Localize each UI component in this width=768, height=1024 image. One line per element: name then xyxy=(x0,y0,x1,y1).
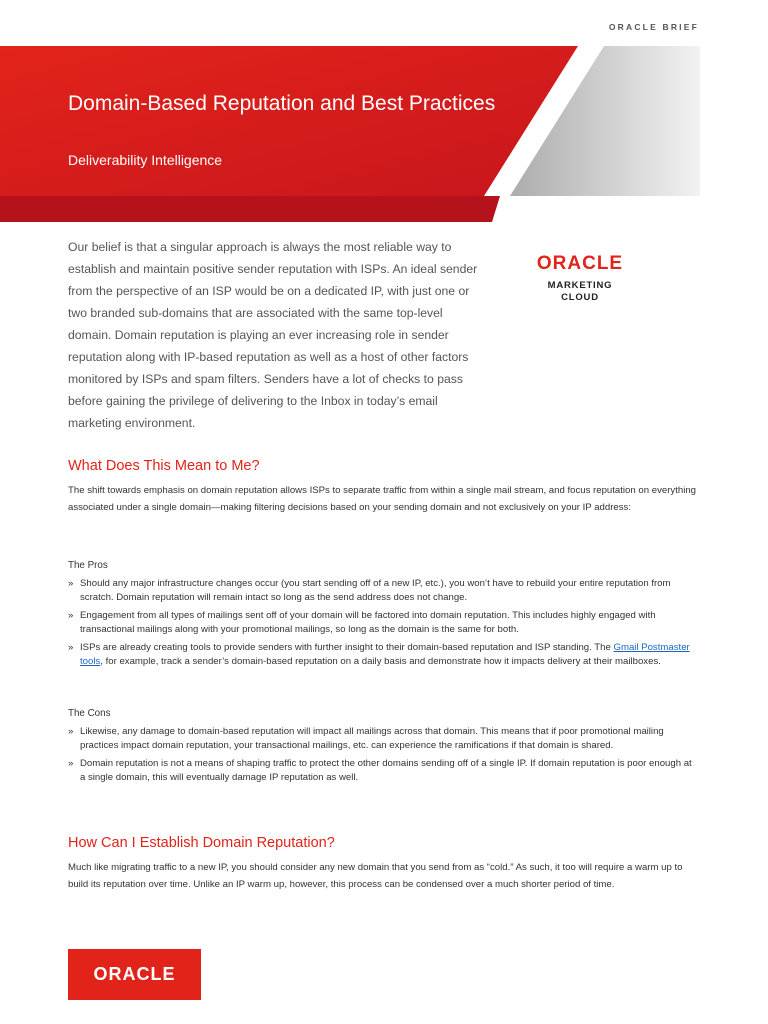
banner-red-panel xyxy=(0,46,578,196)
bullet-mark: » xyxy=(68,726,74,737)
document-subtitle: Deliverability Intelligence xyxy=(68,152,223,168)
list-item xyxy=(68,757,698,785)
list-item xyxy=(68,641,698,669)
oracle-marketing-cloud-logo xyxy=(530,254,630,304)
logo-cloud: CLOUD xyxy=(561,292,599,303)
cons-list xyxy=(68,725,698,789)
banner-graphic xyxy=(0,46,700,222)
section-heading-meaning: What Does This Mean to Me? xyxy=(68,458,260,474)
footer-oracle-logo xyxy=(68,949,201,1000)
bullet-mark: » xyxy=(68,758,74,769)
list-item-text: Domain reputation is not a means of shaping traffic to protect the other domains sending off of a single IP. If domain reputation is poor enough at a single domain, this will eventually damage IP reputation as well. xyxy=(80,758,692,783)
bullet-mark: » xyxy=(68,642,74,653)
list-item xyxy=(68,609,698,637)
section-establish-paragraph: Much like migrating traffic to a new IP, you should consider any new domain that you send from as “cold.” As such, it too will require a warm up to build its reputation over time. Unlike an IP warm up, however, this process can be condensed over a much shorter period of time. xyxy=(68,862,683,890)
list-item xyxy=(68,577,698,605)
intro-paragraph: Our belief is that a singular approach is always the most reliable way to establish and maintain positive sender reputation with ISPs. An ideal sender from the perspective of an ISP would be on a dedicated IP, with just one or two branded sub-domains that are associated with the same top-level domain. Domain reputation is playing an ever increasing role in sender reputation along with IP-based reputation as well as a host of other factors monitored by ISPs and spam filters. Senders have a lot of checks to pass before gaining the privilege of delivering to the Inbox in today’s email marketing environment. xyxy=(68,240,478,430)
header-banner xyxy=(0,46,700,222)
logo-marketing: MARKETING xyxy=(547,280,613,291)
list-item xyxy=(68,725,698,753)
logo-wordmark: ORACLE xyxy=(536,253,624,274)
section-heading-establish: How Can I Establish Domain Reputation? xyxy=(68,835,335,851)
list-item-text: Should any major infrastructure changes occur (you start sending off of a new IP, etc.), you won’t have to rebuild your entire reputation from scratch. Domain reputation will remain intact so long as the send address does not change. xyxy=(80,578,671,603)
cons-heading: The Cons xyxy=(68,708,111,719)
gmail-postmaster-link[interactable]: Gmail Postmaster tools xyxy=(80,642,690,667)
list-item-text-end: , for example, track a sender’s domain-based reputation on a daily basis and demonstrate how it impacts delivery at their mailboxes. xyxy=(100,656,661,667)
banner-dark-strip xyxy=(0,196,500,222)
pros-list xyxy=(68,577,698,673)
section-meaning-paragraph: The shift towards emphasis on domain reputation allows ISPs to separate traffic from within a single mail stream, and focus reputation on everything associated under a single domain—making filtering decisions based on your sending domain and not exclusively on your IP address: xyxy=(68,485,696,513)
bullet-mark: » xyxy=(68,610,74,621)
list-item-text: Likewise, any damage to domain-based reputation will impact all mailings across that domain. This means that if poor promotional mailing practices impact domain reputation, your transactional mailings, etc. can experience the ramifications if that domain is shared. xyxy=(80,726,664,751)
list-item-text-start: ISPs are already creating tools to provide senders with further insight to their domain-based reputation and ISP standing. The xyxy=(80,642,614,653)
list-item-text: Engagement from all types of mailings sent off of your domain will be factored into domain reputation. This includes highly engaged with transactional mailings along with your promotional mailings, so long as the domain is the same for both. xyxy=(80,610,656,635)
footer-logo-wordmark: ORACLE xyxy=(93,964,176,984)
document-title: Domain-Based Reputation and Best Practices xyxy=(68,92,496,115)
document-type-label: ORACLE BRIEF xyxy=(608,22,699,32)
bullet-mark: » xyxy=(68,578,74,589)
pros-heading: The Pros xyxy=(68,560,108,571)
